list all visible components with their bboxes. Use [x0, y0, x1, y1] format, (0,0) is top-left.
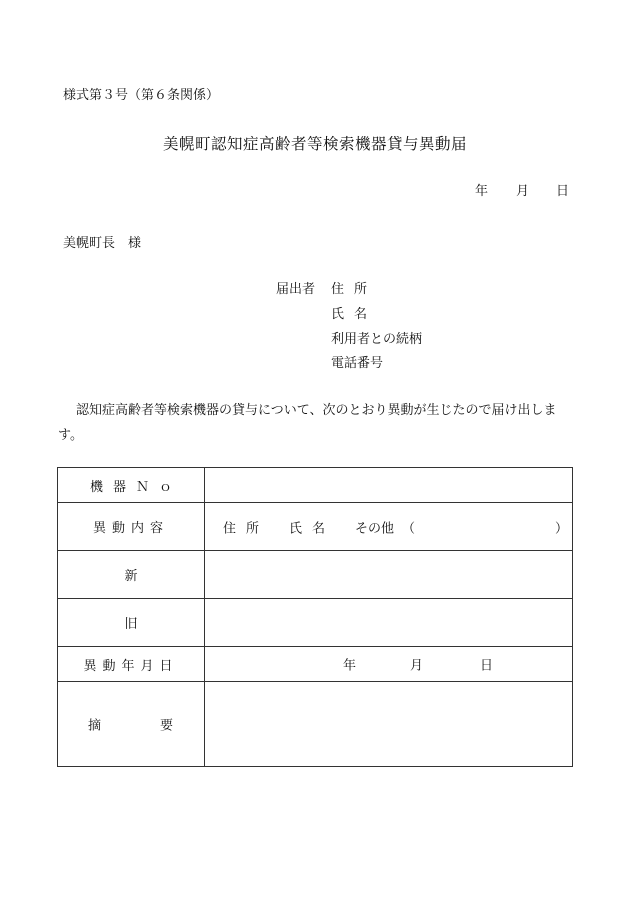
change-date-month: 月 — [410, 658, 424, 674]
change-date-day: 日 — [480, 658, 494, 674]
new-label-cell — [58, 551, 205, 599]
change-form-table — [57, 467, 573, 767]
notifier-label: 届出者 — [276, 282, 316, 297]
device-no-field[interactable] — [205, 468, 573, 503]
new-field[interactable] — [205, 551, 573, 599]
option-address[interactable]: 住所 — [223, 521, 270, 536]
remarks-label-char-1: 摘 — [88, 718, 102, 734]
change-date-year: 年 — [343, 658, 357, 674]
table-row-new — [58, 551, 573, 599]
change-date-field[interactable] — [205, 647, 573, 682]
notifier-phone-label: 電話番号 — [331, 356, 384, 371]
addressee: 美幌町長 様 — [63, 236, 142, 251]
notifier-name-label: 氏名 — [331, 307, 378, 322]
table-row-change-date — [58, 647, 573, 682]
notifier-relation-label: 利用者との続柄 — [331, 332, 423, 347]
old-label: 旧 — [124, 617, 138, 632]
table-row-change-content — [58, 503, 573, 551]
document-title: 美幌町認知症高齢者等検索機器貸与異動届 — [162, 135, 467, 153]
option-name[interactable]: 氏名 — [289, 521, 336, 536]
old-field[interactable] — [205, 599, 573, 647]
change-content-label: 異動内容 — [92, 521, 169, 536]
change-content-field[interactable] — [205, 503, 573, 551]
option-other[interactable]: その他 — [355, 521, 395, 536]
header-date-month: 月 — [516, 184, 530, 199]
table-row-remarks — [58, 682, 573, 767]
old-label-cell — [58, 599, 205, 647]
device-no-label-cell — [58, 468, 205, 503]
change-content-label-cell — [58, 503, 205, 551]
table-row-device-no — [58, 468, 573, 503]
new-label: 新 — [124, 569, 138, 584]
header-date-day: 日 — [556, 184, 570, 199]
notifier-address-label: 住所 — [331, 282, 378, 297]
other-open-paren: （ — [402, 521, 416, 536]
other-close-paren: ） — [555, 521, 569, 536]
table-row-old — [58, 599, 573, 647]
change-date-label: 異動年月日 — [83, 658, 179, 674]
body-text: 認知症高齢者等検索機器の貸与について、次のとおり異動が生じたので届け出します。 — [58, 403, 557, 443]
remarks-label-cell — [58, 682, 205, 767]
remarks-field[interactable] — [205, 682, 573, 767]
form-number: 様式第３号（第６条関係） — [63, 88, 220, 103]
device-no-label: 機器Ｎｏ — [89, 479, 182, 495]
change-date-label-cell — [58, 647, 205, 682]
remarks-label-char-2: 要 — [160, 718, 174, 734]
header-date-year: 年 — [475, 184, 489, 199]
